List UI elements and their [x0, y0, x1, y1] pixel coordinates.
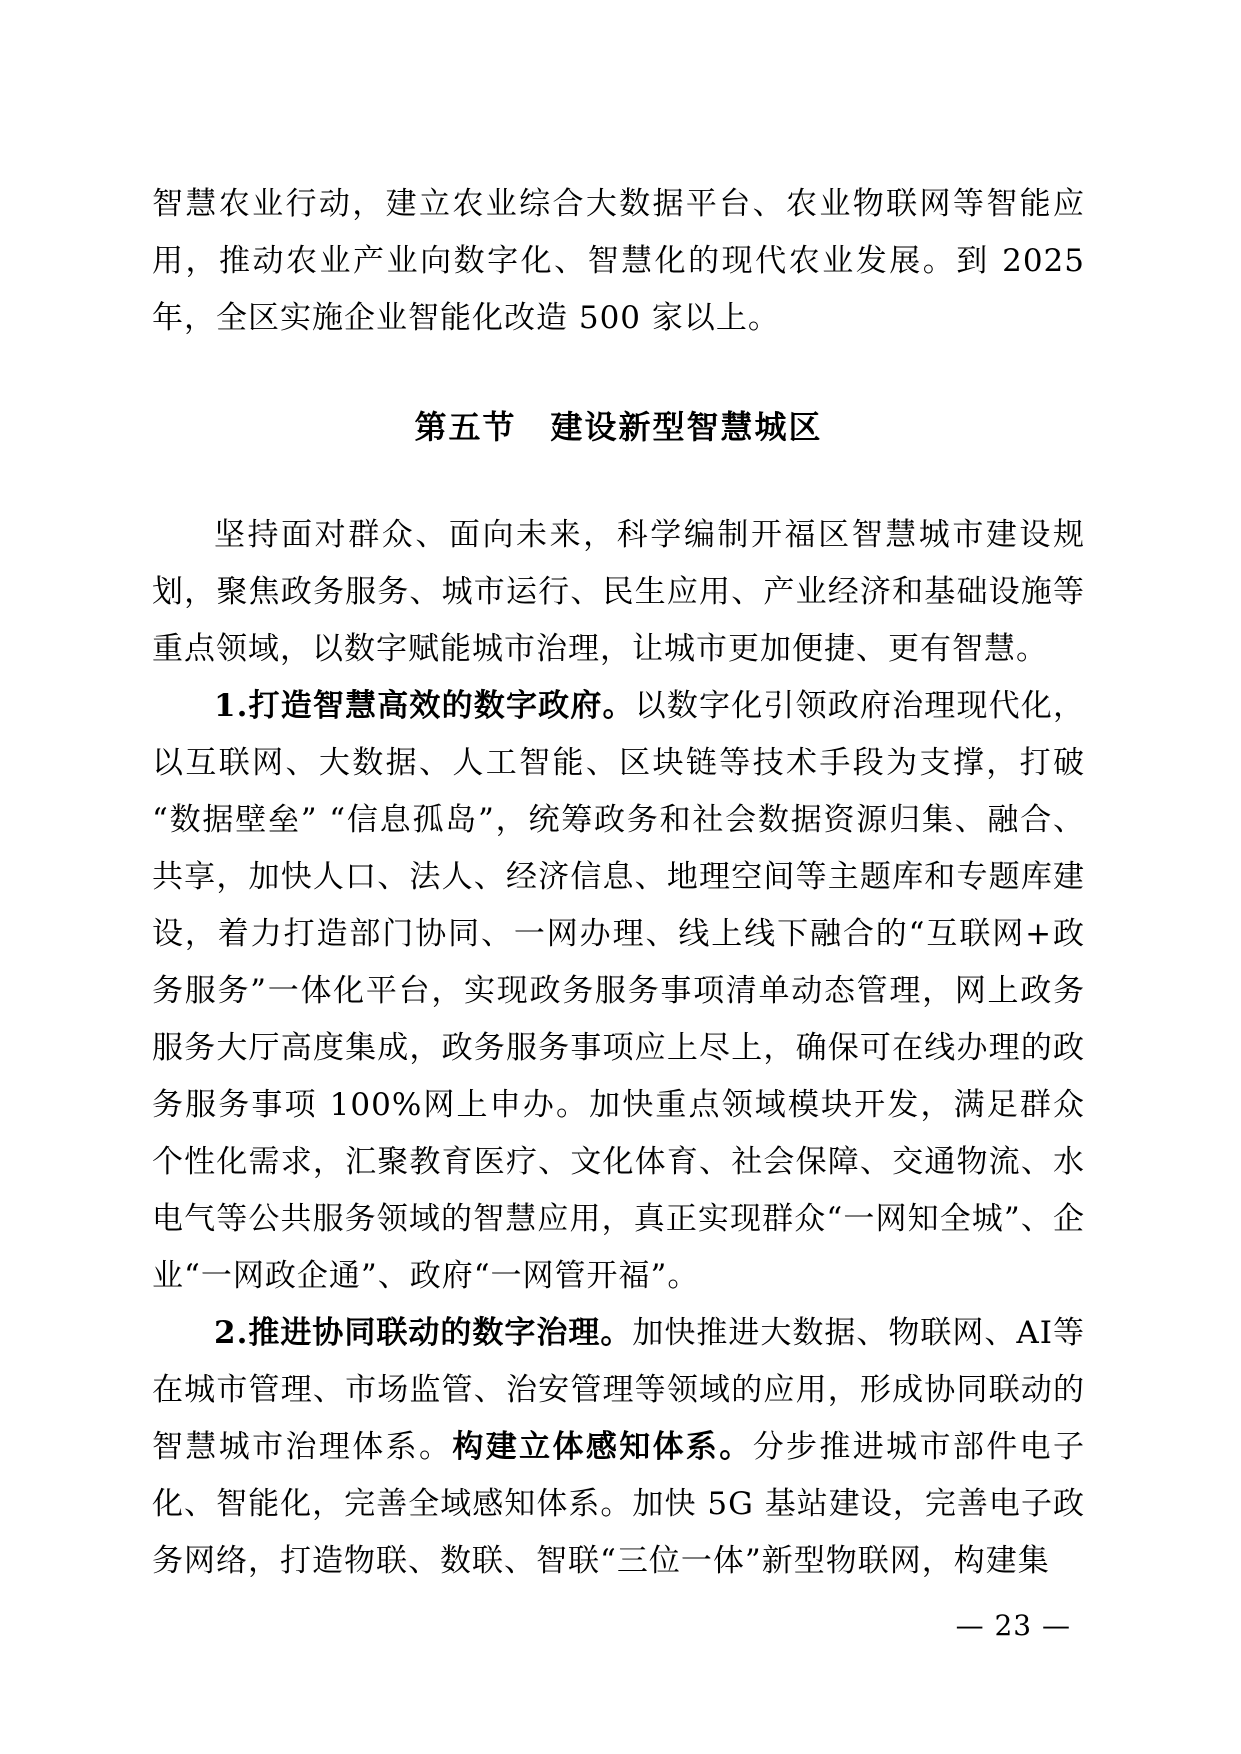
text-run: 加快推进大数据、物联网、AI等在城市管理、市场监管、治安管理等领域的应用，形成协同联动的智慧城市治理体系。 — [152, 1315, 1086, 1465]
page-content — [152, 176, 1085, 1590]
bold-text-run: 第五节 建设新型智慧城区 — [414, 408, 823, 446]
page-number: — 23 — — [955, 1609, 1071, 1642]
paragraph — [152, 678, 1085, 1305]
bold-text-run: 构建立体感知体系。 — [452, 1429, 753, 1465]
section-heading — [152, 405, 1085, 449]
bold-text-run: 2.推进协同联动的数字治理。 — [214, 1315, 633, 1351]
paragraph — [152, 507, 1085, 678]
text-run: 坚持面对群众、面向未来，科学编制开福区智慧城市建设规划，聚焦政务服务、城市运行、民生应用、产业经济和基础设施等重点领域，以数字赋能城市治理，让城市更加便捷、更有智慧。 — [152, 517, 1085, 667]
paragraph — [152, 176, 1085, 347]
bold-text-run: 1.打造智慧高效的数字政府。 — [214, 688, 635, 724]
text-run: 分步推进城市部件电子化、智能化，完善全域感知体系。加快 5G 基站建设，完善电子政务网络，打造物联、数联、智联“三位一体”新型物联网，构建集 — [152, 1429, 1086, 1579]
text-run: 以数字化引领政府治理现代化，以互联网、大数据、人工智能、区块链等技术手段为支撑，打破“数据壁垒” “信息孤岛”，统筹政务和社会数据资源归集、融合、共享，加快人口、法人、经济信息、地理空间等主题库和专题库建设，着力打造部门协同、一网办理、线上线下融合的“互联网+政务服务”一体化平台，实现政务服务事项清单动态管理，网上政务服务大厅高度集成，政务服务事项应上尽上，确保可在线办理的政务服务事项 100%网上申办。加快重点领域模块开发，满足群众个性化需求，汇聚教育医疗、文化体育、社会保障、交通物流、水电气等公共服务领域的智慧应用，真正实现群众“一网知全城”、企业“一网政企通”、政府“一网管开福”。 — [152, 688, 1085, 1294]
paragraph — [152, 1305, 1085, 1590]
text-run: 智慧农业行动，建立农业综合大数据平台、农业物联网等智能应用，推动农业产业向数字化、智慧化的现代农业发展。到 2025 年，全区实施企业智能化改造 500 家以上。 — [152, 186, 1085, 336]
